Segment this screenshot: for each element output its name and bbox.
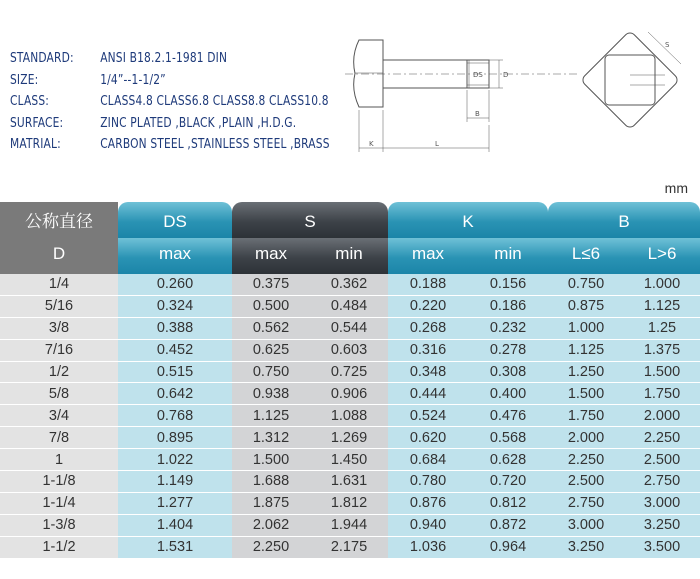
header-ds-max: max (118, 238, 232, 274)
table-row (0, 471, 700, 493)
cell-b-long: 3.250 (624, 515, 700, 537)
cell-b-long: 3.000 (624, 493, 700, 515)
cell-k-max: 0.876 (388, 493, 468, 515)
spec-value: CARBON STEEL ,STAINLESS STEEL ,BRASS (100, 137, 330, 153)
cell-b-short: 1.000 (548, 318, 624, 340)
table-row (0, 274, 700, 296)
cell-d: 1/2 (0, 362, 118, 384)
table-row (0, 449, 700, 471)
cell-s-min: 0.603 (310, 340, 388, 362)
label-ds: DS (473, 71, 483, 79)
cell-s-max: 2.062 (232, 515, 310, 537)
cell-ds-max: 0.895 (118, 427, 232, 449)
cell-b-short: 0.750 (548, 274, 624, 296)
cell-s-max: 1.312 (232, 427, 310, 449)
cell-s-max: 0.500 (232, 296, 310, 318)
cell-d: 3/8 (0, 318, 118, 340)
spec-size (10, 70, 330, 92)
cell-s-max: 0.562 (232, 318, 310, 340)
cell-b-long: 2.500 (624, 449, 700, 471)
cell-s-min: 0.484 (310, 296, 388, 318)
cell-ds-max: 1.277 (118, 493, 232, 515)
cell-s-min: 0.725 (310, 362, 388, 384)
cell-k-min: 0.232 (468, 318, 548, 340)
table-row (0, 405, 700, 427)
spec-class (10, 91, 330, 113)
spec-value: ZINC PLATED ,BLACK ,PLAIN ,H.D.G. (100, 115, 297, 131)
cell-k-min: 0.278 (468, 340, 548, 362)
dimension-table (0, 202, 700, 559)
cell-b-long: 2.000 (624, 405, 700, 427)
cell-d: 5/8 (0, 383, 118, 405)
table-row (0, 537, 700, 559)
cell-k-min: 0.812 (468, 493, 548, 515)
header-row-top (0, 202, 700, 238)
cell-k-max: 0.940 (388, 515, 468, 537)
cell-ds-max: 1.022 (118, 449, 232, 471)
cell-s-min: 1.812 (310, 493, 388, 515)
cell-s-max: 0.375 (232, 274, 310, 296)
header-b-short: L≤6 (548, 238, 624, 274)
spec-label: MATRIAL: (10, 137, 61, 153)
label-l: L (435, 140, 439, 148)
spec-list (10, 48, 400, 156)
table-row (0, 427, 700, 449)
cell-b-long: 1.500 (624, 362, 700, 384)
cell-ds-max: 1.404 (118, 515, 232, 537)
bolt-drawing (345, 30, 695, 160)
cell-s-max: 1.688 (232, 471, 310, 493)
label-b: B (475, 110, 480, 118)
cell-b-short: 0.875 (548, 296, 624, 318)
header-b-long: L>6 (624, 238, 700, 274)
cell-b-short: 1.125 (548, 340, 624, 362)
header-row-sub (0, 238, 700, 274)
cell-b-short: 1.250 (548, 362, 624, 384)
cell-k-max: 0.220 (388, 296, 468, 318)
cell-k-max: 0.444 (388, 383, 468, 405)
header-ds: DS (118, 202, 232, 238)
cell-k-max: 0.316 (388, 340, 468, 362)
header-s-min: min (310, 238, 388, 274)
cell-d: 1/4 (0, 274, 118, 296)
spec-label: SIZE: (10, 72, 39, 88)
cell-k-min: 0.476 (468, 405, 548, 427)
cell-k-min: 0.186 (468, 296, 548, 318)
cell-b-long: 1.125 (624, 296, 700, 318)
cell-s-min: 1.944 (310, 515, 388, 537)
cell-b-long: 1.375 (624, 340, 700, 362)
table-row (0, 515, 700, 537)
table-row (0, 383, 700, 405)
spec-value: CLASS4.8 CLASS6.8 CLASS8.8 CLASS10.8 (100, 94, 329, 110)
cell-s-min: 0.906 (310, 383, 388, 405)
cell-b-short: 3.000 (548, 515, 624, 537)
cell-b-short: 2.000 (548, 427, 624, 449)
header-d: D (0, 238, 118, 274)
table-row (0, 340, 700, 362)
cell-k-max: 0.188 (388, 274, 468, 296)
table-row (0, 296, 700, 318)
header-s-max: max (232, 238, 310, 274)
cell-b-long: 2.250 (624, 427, 700, 449)
cell-s-min: 0.362 (310, 274, 388, 296)
cell-s-max: 2.250 (232, 537, 310, 559)
cell-s-max: 1.875 (232, 493, 310, 515)
cell-ds-max: 0.515 (118, 362, 232, 384)
cell-s-max: 1.500 (232, 449, 310, 471)
cell-s-min: 0.544 (310, 318, 388, 340)
cell-d: 1-3/8 (0, 515, 118, 537)
spec-value: ANSI B18.2.1-1981 DIN (100, 51, 228, 67)
cell-k-max: 0.684 (388, 449, 468, 471)
header-k-max: max (388, 238, 468, 274)
spec-value: 1/4”--1-1/2” (100, 72, 166, 88)
label-d: D (503, 71, 509, 79)
cell-b-short: 1.500 (548, 383, 624, 405)
header-s: S (232, 202, 388, 238)
cell-ds-max: 0.324 (118, 296, 232, 318)
spec-label: CLASS: (10, 94, 50, 110)
cell-ds-max: 0.642 (118, 383, 232, 405)
cell-b-short: 2.500 (548, 471, 624, 493)
cell-s-max: 0.625 (232, 340, 310, 362)
cell-d: 1-1/4 (0, 493, 118, 515)
cell-s-max: 0.750 (232, 362, 310, 384)
header-k-min: min (468, 238, 548, 274)
spec-label: STANDARD: (10, 51, 74, 67)
cell-b-short: 1.750 (548, 405, 624, 427)
unit-label: mm (664, 180, 688, 196)
cell-k-min: 0.568 (468, 427, 548, 449)
spec-label: SURFACE: (10, 115, 64, 131)
cell-k-min: 0.720 (468, 471, 548, 493)
cell-k-min: 0.872 (468, 515, 548, 537)
cell-k-max: 0.620 (388, 427, 468, 449)
cell-d: 1 (0, 449, 118, 471)
cell-d: 7/8 (0, 427, 118, 449)
cell-k-max: 0.348 (388, 362, 468, 384)
cell-b-long: 1.25 (624, 318, 700, 340)
table-row (0, 362, 700, 384)
cell-b-long: 2.750 (624, 471, 700, 493)
cell-k-min: 0.400 (468, 383, 548, 405)
table-row (0, 493, 700, 515)
cell-b-long: 1.000 (624, 274, 700, 296)
header-d-name: 公称直径 (0, 202, 118, 238)
cell-d: 1-1/2 (0, 537, 118, 559)
spec-standard (10, 48, 330, 70)
cell-d: 7/16 (0, 340, 118, 362)
cell-s-min: 1.450 (310, 449, 388, 471)
cell-k-min: 0.308 (468, 362, 548, 384)
cell-d: 3/4 (0, 405, 118, 427)
cell-s-max: 0.938 (232, 383, 310, 405)
cell-k-max: 0.524 (388, 405, 468, 427)
cell-k-max: 1.036 (388, 537, 468, 559)
cell-k-min: 0.964 (468, 537, 548, 559)
cell-b-long: 1.750 (624, 383, 700, 405)
cell-ds-max: 0.388 (118, 318, 232, 340)
cell-d: 1-1/8 (0, 471, 118, 493)
table-row (0, 318, 700, 340)
label-k: K (369, 140, 374, 148)
cell-b-short: 2.250 (548, 449, 624, 471)
cell-s-min: 2.175 (310, 537, 388, 559)
cell-b-short: 3.250 (548, 537, 624, 559)
cell-k-min: 0.628 (468, 449, 548, 471)
cell-k-max: 0.780 (388, 471, 468, 493)
cell-b-short: 2.750 (548, 493, 624, 515)
cell-ds-max: 0.768 (118, 405, 232, 427)
cell-d: 5/16 (0, 296, 118, 318)
cell-ds-max: 1.531 (118, 537, 232, 559)
header-b: B (548, 202, 700, 238)
bolt-head-shape (354, 40, 383, 107)
cell-k-max: 0.268 (388, 318, 468, 340)
cell-b-long: 3.500 (624, 537, 700, 559)
cell-s-max: 1.125 (232, 405, 310, 427)
cell-s-min: 1.088 (310, 405, 388, 427)
cell-s-min: 1.631 (310, 471, 388, 493)
cell-ds-max: 0.260 (118, 274, 232, 296)
label-s: S (665, 41, 670, 49)
cell-ds-max: 0.452 (118, 340, 232, 362)
spec-surface (10, 113, 330, 135)
cell-s-min: 1.269 (310, 427, 388, 449)
spec-material (10, 134, 330, 156)
cell-k-min: 0.156 (468, 274, 548, 296)
cell-ds-max: 1.149 (118, 471, 232, 493)
header-k: K (388, 202, 548, 238)
